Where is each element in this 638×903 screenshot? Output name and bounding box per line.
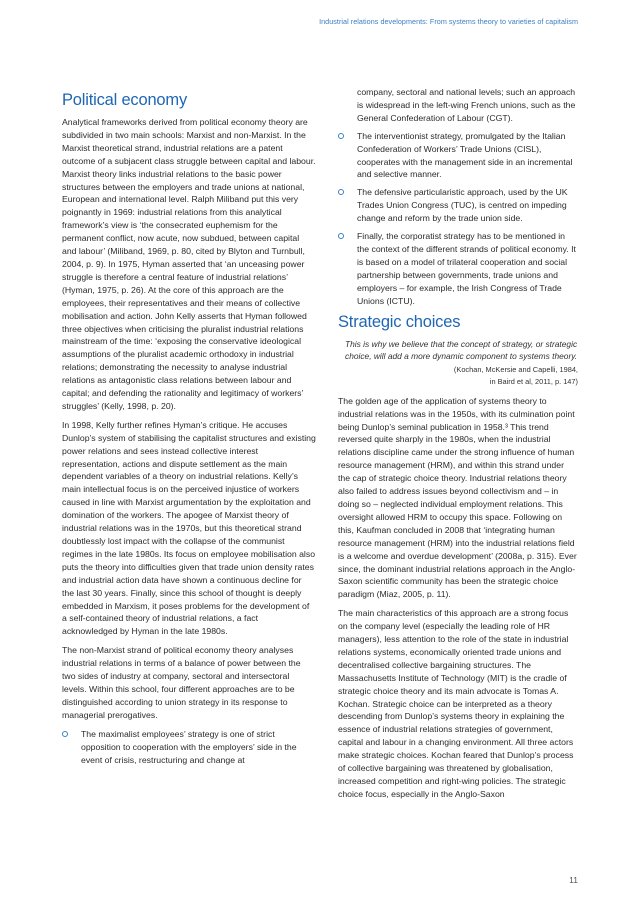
page-number: 11: [569, 875, 578, 885]
paragraph: The main characteristics of this approach are a strong focus on the company level (especially the leading role of HR managers), less attention to the role of the state in industrial relations systems, economically oriented trade unions and decentralised collective bargaining structures. The Massachusetts Institute of Technology (MIT) is the cradle of strategic choice theory and its main advocate is Tomas A. Kochan. Strategic choice can be interpreted as a theory descending from Dunlop’s systems theory in explaining the essence of industrial relations strategies of government, capital and labour in a changing environment. All three actors make strategic choices. Kochan feared that Dunlop’s process of collective bargaining was threatened by globalisation, increased competition and right-wing policies. The strategic choice focus, especially in the Anglo-Saxon: [338, 608, 574, 799]
list-item: [338, 186, 578, 225]
list-item: [338, 130, 578, 182]
citation-line: in Baird et al, 2011, p. 147): [489, 376, 578, 386]
circle-bullet-icon: [62, 731, 68, 737]
list-item: [338, 230, 578, 307]
section-heading-strategic-choices: Strategic choices: [338, 312, 461, 331]
list-item-text: The maximalist employees’ strategy is one of strict opposition to cooperation with the employers’ side in the event of crisis, restructuring and change at: [81, 728, 297, 765]
paragraph: The non-Marxist strand of political economy theory analyses industrial relations in terms of a balance of power between the two sides of industry at company, sectoral and intersectoral levels. Within this school, four different approaches are to be distinguished according to union strategy in its response to managerial prerogatives.: [62, 645, 301, 720]
section-heading-political-economy: Political economy: [62, 91, 187, 109]
list-item-text: Finally, the corporatist strategy has to be mentioned in the context of the different strands of political economy. It is based on a model of trilateral cooperation and social partnership between governments, trade unions and employers – for example, the Irish Congress of Trade Unions (ICTU).: [357, 231, 576, 306]
paragraph: The golden age of the application of systems theory to industrial relations was in the 1950s, with its culmination point being Dunlop’s seminal publication in 1958.³ This trend reversed quite sharply in the 1980s, when the industrial relations discipline came under the strong influence of human resource management (HRM), and within this strand under the cap of strategic choice theory. Industrial relations theory also failed to address issues beyond collectivism and – in doing so – neglected individual employment relations. This oversight allowed HRM to occupy this space. Following on this, Kaufman concluded in 2008 that ‘integrating human resource management (HRM) into the industrial relations field is a welcome and overdue development’ (2008a, p. 315). Ever since, the dominant industrial relations approach in the Anglo-Saxon scientific community has been the strategic choice paradigm (Miaz, 2005, p. 11).: [338, 395, 577, 600]
strategy-list-continued: [338, 130, 578, 308]
paragraph: In 1998, Kelly further refines Hyman’s critique. He accuses Dunlop’s system of stabilising the capitalist structures and existing power relations and sees instead collective interest representation, actions and dispute settlement as the main dependent variables of a theory on industrial relations. Kelly’s main intellectual focus is on the perceived injustice of workers caused in line with Marxist argumentation by the exploitation and domination of the workers. The apogee of Marxist theory of industrial relations was in the 1970s, but this theoretical strand doubtlessly lost impact with the collapse of the communist regimes in the late 1980s. Its focus on employee mobilisation also puts the theory into difficulties given that trade union density rates and industrial action data have shown a continuous decline for the last 30 years. Finally, since this school of thought is deeply embedded in Marxism, it poses problems for the development of a self-contained theory of industrial relations, a fact acknowledged by Hyman in the late 1980s.: [62, 419, 316, 637]
right-column: [338, 86, 578, 807]
paragraph: Analytical frameworks derived from political economy theory are subdivided in two main schools: Marxist and non-Marxist. In the Marxist theoretical strand, industrial relations are a patent outcome of a subjacent class struggle between capital and labour. Marxist theory links industrial relations to the basic power structures between the employers and trade unions at national, European and international level. Ralph Miliband put this very poignantly in 1969: industrial relations from this analytical framework’s view is ‘the consecrated euphemism for the permanent conflict, now acute, now subdued, between capital and labour’ (Miliband, 1969, p. 80, cited by Blyton and Turnbull, 2004, p. 9). In 1975, Hyman asserted that ‘an unceasing power struggle is therefore a central feature of industrial relations’ (Hyman, 1975, p. 26). At the core of this approach are the employees, their representatives and their means of collective mobilisation and action. John Kelly asserts that Hyman followed three objectives when criticising the pluralist industrial relations mainstream of the time: ‘exposing the conservative ideological assumptions of the pluralist academic orthodoxy in industrial relations; demonstrating the necessity to analyse industrial relations as antagonistic class relations between labour and capital; and defending the rationality and legitimacy of workers’ struggles’ (Kelly, 1998, p. 20).: [62, 117, 316, 411]
circle-bullet-icon: [338, 189, 344, 195]
epigraph-quote: This is why we believe that the concept of strategy, or strategic choice, will add a more dynamic component to systems theory.: [345, 338, 578, 361]
left-column: [62, 86, 316, 771]
citation-line: (Kochan, McKersie and Capelli, 1984,: [453, 365, 578, 375]
list-item-text: The defensive particularistic approach, used by the UK Trades Union Congress (TUC), is centred on impeding change and reform by the trade union side.: [357, 187, 568, 224]
list-item-text: The interventionist strategy, promulgated by the Italian Confederation of Workers’ Trade Unions (CISL), cooperates with the management side in an incremental and selective manner.: [357, 130, 573, 180]
epigraph-citation: [338, 364, 578, 386]
strategy-list: [62, 728, 316, 767]
running-title: Industrial relations developments: From systems theory to varieties of capitalism: [319, 17, 578, 26]
list-item-continuation: company, sectoral and national levels; such an approach is widespread in the left-wing French unions, such as the General Confederation of Labour (CGT).: [357, 87, 576, 123]
circle-bullet-icon: [338, 233, 344, 239]
circle-bullet-icon: [338, 133, 344, 139]
list-item: [62, 728, 316, 767]
